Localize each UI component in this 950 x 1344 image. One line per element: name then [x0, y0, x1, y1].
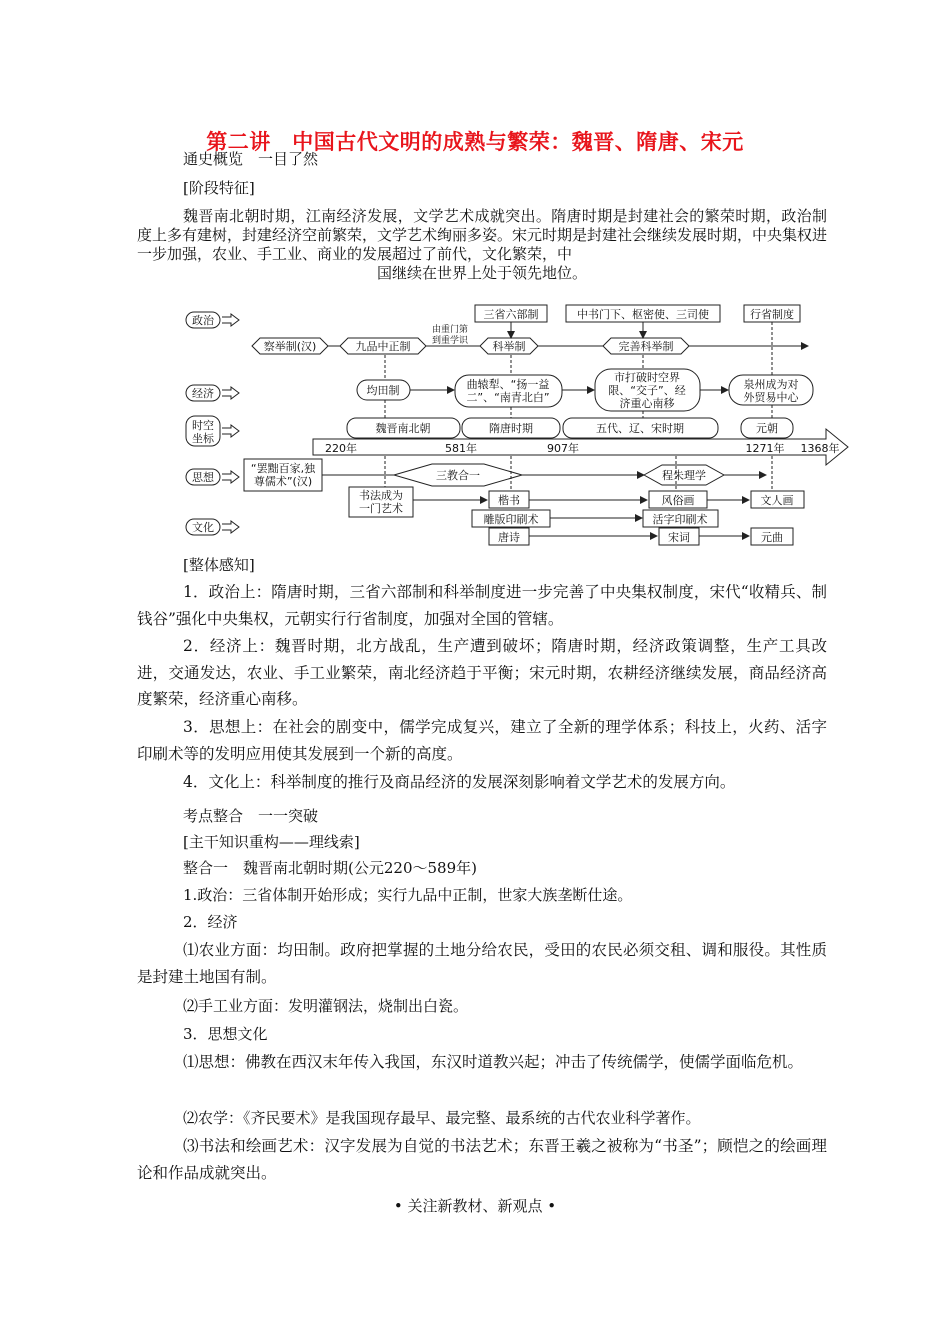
node-fengsu: 风俗画: [661, 494, 695, 507]
item-culture: 3．思想文化: [183, 1025, 268, 1043]
row-label-timespace-1: 时空: [192, 419, 214, 432]
integration-one-heading: 整合一 魏晋南北朝时期(公元220～589年): [183, 859, 477, 877]
node-quyuan-1: 曲辕犁、“扬一益: [466, 378, 550, 391]
node-quanzhou-2: 外贸易中心: [743, 391, 799, 404]
node-huozi: 活字印刷术: [652, 513, 708, 526]
node-xingsheng: 行省制度: [750, 308, 794, 321]
year-907: 907年: [547, 442, 579, 455]
note-menfa-2: 到重学识: [431, 336, 469, 346]
item-art: ⑶书法和绘画艺术：汉字发展为自觉的书法艺术；东晋王羲之被称为“书圣”；顾恺之的绘画理论和作品成就突出。: [137, 1137, 827, 1182]
period-song: 五代、辽、宋时期: [596, 422, 684, 435]
node-wanshan-keju: 完善科举制: [618, 340, 674, 353]
perception-item: 3．思想上：在社会的剧变中，儒学完成复兴，建立了全新的理学体系；科技上，火药、活字印刷术等的发明应用使其发展到一个新的高度。: [137, 718, 827, 763]
page-footer: • 关注新教材、新观点 •: [393, 1197, 557, 1215]
stage-text-end: 国继续在世界上处于领先地位。: [376, 264, 587, 282]
node-quyuan-2: 二”、“南青北白”: [466, 391, 550, 404]
item-agronomy: ⑵农学：《齐民要术》是我国现存最早、最完整、最系统的古代农业科学著作。: [183, 1109, 701, 1127]
node-shufa-1: 书法成为: [359, 489, 403, 502]
overview-heading: 通史概览 一目了然: [183, 150, 319, 168]
node-diaoban: 雕版印刷术: [483, 513, 539, 526]
node-kaishu: 楷书: [498, 494, 520, 507]
node-zhongshu: 中书门下、枢密使、三司使: [577, 308, 709, 321]
year-581: 581年: [445, 442, 477, 455]
row-label-politics: 政治: [192, 314, 214, 327]
node-chaju: 察举制(汉): [263, 340, 317, 353]
stage-heading: [阶段特征]: [183, 179, 255, 197]
knowledge-heading: [主干知识重构——理线索]: [183, 833, 360, 851]
node-shi-2: 限、“交子”、经: [608, 384, 686, 397]
perception-item: 2．经济上：魏晋时期，北方战乱，生产遭到破坏；隋唐时期，经济政策调整，生产工具改进，交通发达，农业、手工业繁荣，南北经济趋于平衡；宋元时期，农耕经济继续发展，商品经济高度繁荣，经济重心南移。: [137, 637, 827, 708]
year-1271: 1271年: [745, 442, 785, 455]
node-bachu-1: “罢黜百家,独: [250, 462, 316, 475]
page-title: 第二讲 中国古代文明的成熟与繁荣：魏晋、隋唐、宋元: [206, 130, 744, 154]
node-chengzhu: 程朱理学: [662, 469, 706, 482]
node-jiupin: 九品中正制: [355, 340, 411, 353]
stage-text: 魏晋南北朝时期，江南经济发展，文学艺术成就突出。隋唐时期是封建社会的繁荣时期，政治制度上多有建树，封建经济空前繁荣，文学艺术绚丽多姿。宋元时期是封建社会继续发展时期，中央集权进一步加强，农业、手工业、商业的发展超过了前代，文化繁荣，中: [137, 207, 828, 263]
timeline-diagram: [180, 298, 860, 550]
year-220: 220年: [325, 442, 357, 455]
row-label-timespace-2: 坐标: [192, 432, 214, 445]
period-suitang: 隋唐时期: [489, 422, 533, 435]
node-tangshi: 唐诗: [498, 531, 520, 544]
node-shi-1: 市打破时空界: [614, 371, 680, 384]
node-sanjiao: 三教合一: [436, 469, 480, 482]
perception-heading: [整体感知]: [183, 556, 255, 574]
node-juntian: 均田制: [366, 384, 400, 397]
integration-heading: 考点整合 一一突破: [183, 807, 319, 825]
item-politics: 1.政治：三省体制开始形成；实行九品中正制，世家大族垄断仕途。: [183, 886, 633, 904]
node-shi-3: 济重心南移: [619, 397, 675, 410]
year-1368: 1368年: [800, 442, 840, 455]
node-keju: 科举制: [492, 340, 526, 353]
node-yuanqu: 元曲: [761, 531, 783, 544]
item-handicraft: ⑵手工业方面：发明灌钢法，烧制出白瓷。: [183, 997, 469, 1015]
perception-item: 4．文化上：科举制度的推行及商品经济的发展深刻影响着文学艺术的发展方向。: [183, 773, 736, 791]
period-weijin: 魏晋南北朝: [375, 422, 431, 435]
node-bachu-2: 尊儒术”(汉): [253, 475, 313, 488]
perception-item: 1．政治上：隋唐时期，三省六部制和科举制度进一步完善了中央集权制度，宋代“收精兵、制钱谷”强化中央集权，元朝实行行省制度，加强对全国的管辖。: [137, 583, 827, 628]
row-label-thought: 思想: [192, 471, 214, 484]
item-thought: ⑴思想：佛教在西汉末年传入我国，东汉时道教兴起；冲击了传统儒学，使儒学面临危机。: [183, 1053, 804, 1071]
item-economy: 2．经济: [183, 913, 238, 931]
row-label-economy: 经济: [192, 387, 214, 400]
node-songci: 宋词: [668, 531, 690, 544]
note-menfa-1: 由重门第: [431, 325, 469, 335]
item-agriculture: ⑴农业方面：均田制。政府把掌握的土地分给农民，受田的农民必须交租、调和服役。其性质是封建土地国有制。: [137, 941, 827, 986]
row-label-culture: 文化: [192, 521, 214, 534]
period-yuan: 元朝: [756, 422, 778, 435]
node-quanzhou-1: 泉州成为对: [743, 378, 799, 391]
node-shufa-2: 一门艺术: [359, 502, 403, 515]
node-sansheng: 三省六部制: [483, 308, 539, 321]
node-wenren: 文人画: [760, 494, 794, 507]
